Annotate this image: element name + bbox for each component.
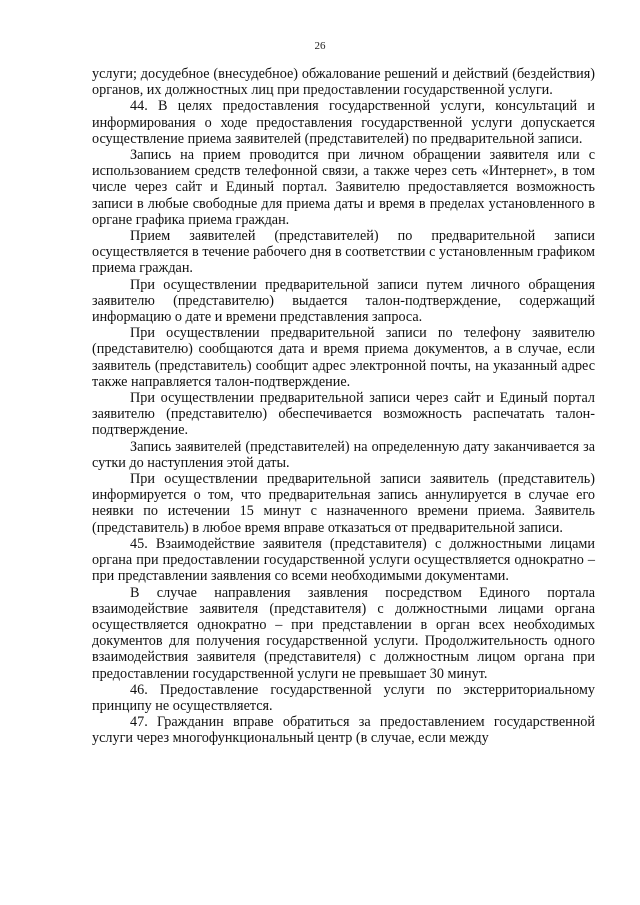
paragraph-47: 47. Гражданин вправе обратиться за предоставлением государственной услуги через многофункциональный центр (в случае, если между: [92, 714, 595, 747]
paragraph-reception-schedule: Прием заявителей (представителей) по предварительной записи осуществляется в течение рабочего дня в соответствии с установленным графиком приема граждан.: [92, 228, 595, 277]
paragraph-in-person-coupon: При осуществлении предварительной записи путем личного обращения заявителю (представителю) выдается талон-подтверждение, содержащий информацию о дате и времени представления запроса.: [92, 276, 595, 326]
paragraph-phone-appointment: При осуществлении предварительной записи по телефону заявителю (представителю) сообщаются дата и время приема документов, а в случае, если заявитель (представитель) сообщит адрес электронной почты, на указанный адрес также направляется талон-подтверждение.: [92, 325, 595, 390]
page-number: 26: [314, 40, 326, 52]
document-body: [92, 66, 595, 747]
paragraph-portal-interaction: В случае направления заявления посредством Единого портала взаимодействие заявителя (представителя) с должностными лицами органа осуществляется однократно – при представлении в орган всех необходимых документов для получения государственной услуги. Продолжительность одного взаимодействия заявителя (представителя) с должностным лицом органа при предоставлении государственной услуги не превышает 30 минут.: [92, 584, 595, 682]
paragraph-45: 45. Взаимодействие заявителя (представителя) с должностными лицами органа при предоставлении государственной услуги осуществляется однократно – при представлении заявления со всеми необходимыми документами.: [92, 535, 595, 585]
paragraph-appointment-deadline: Запись заявителей (представителей) на определенную дату заканчивается за сутки до наступления этой даты.: [92, 438, 595, 471]
paragraph-continuation: услуги; досудебное (внесудебное) обжалование решений и действий (бездействия) органов, их должностных лиц при предоставлении государственной услуги.: [92, 66, 595, 99]
paragraph-portal-print: При осуществлении предварительной записи через сайт и Единый портал заявителю (представителю) обеспечивается возможность распечатать талон-подтверждение.: [92, 390, 595, 439]
paragraph-46: 46. Предоставление государственной услуги по экстерриториальному принципу не осуществляется.: [92, 681, 595, 714]
paragraph-44: 44. В целях предоставления государственной услуги, консультаций и информирования о ходе предоставления государственной услуги допускается осуществление приема заявителей (представителей) по предварительной записи.: [92, 98, 595, 147]
paragraph-cancellation: При осуществлении предварительной записи заявитель (представитель) информируется о том, что предварительная запись аннулируется в случае его неявки по истечении 15 минут с назначенного времени приема. Заявитель (представитель) в любое время вправе отказаться от предварительной записи.: [92, 471, 595, 536]
paragraph-appointment-methods: Запись на прием проводится при личном обращении заявителя или с использованием средств телефонной связи, а также через сеть «Интернет», в том числе через сайт и Единый портал. Заявителю предоставляется возможность записи в любые свободные для приема даты и время в пределах установленного в органе графика приема граждан.: [92, 147, 595, 228]
